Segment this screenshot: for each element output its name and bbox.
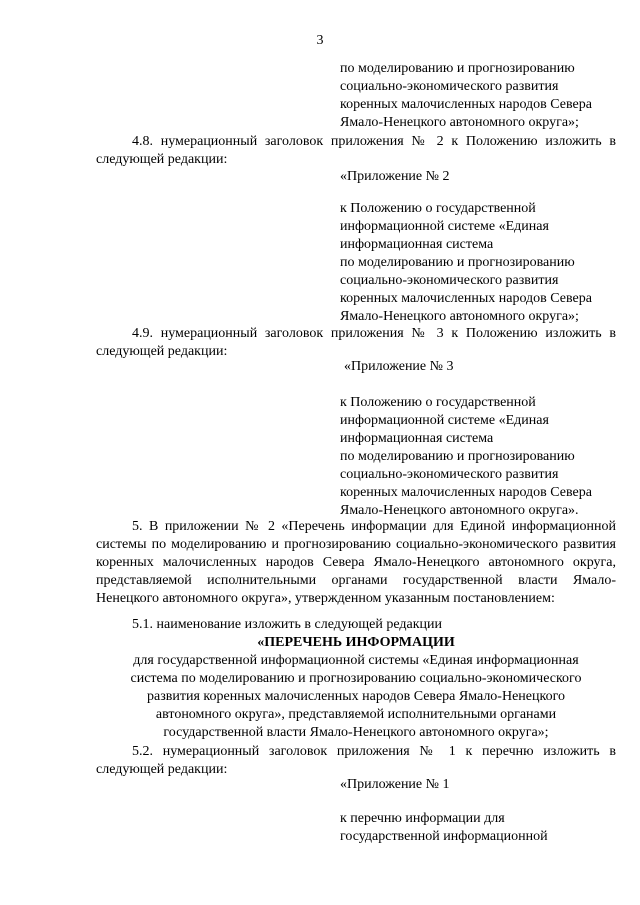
item-4-9: 4.9. нумерационный заголовок приложения № 3 к Положению изложить в следующей редакции: bbox=[96, 326, 616, 359]
text-line: социально-экономического развития bbox=[340, 467, 559, 482]
text-line: информационной системе «Единая bbox=[340, 413, 549, 428]
block-top bbox=[340, 60, 630, 132]
text-line: к Положению о государственной bbox=[340, 395, 536, 410]
text-line: информационной системе «Единая bbox=[340, 219, 549, 234]
item-4-8: 4.8. нумерационный заголовок приложения № 2 к Положению изложить в следующей редакции: bbox=[96, 134, 616, 167]
text-line: автономного округа», представляемой исполнительными органами bbox=[155, 707, 557, 722]
text-line: к Положению о государственной bbox=[340, 201, 536, 216]
text-line: коренных малочисленных народов Севера bbox=[340, 291, 592, 306]
appendix-1-title: «Приложение № 1 bbox=[340, 777, 450, 792]
text-line: по моделированию и прогнозированию bbox=[340, 449, 575, 464]
text-line: информационная система bbox=[340, 431, 494, 446]
item-5-1: 5.1. наименование изложить в следующей редакции bbox=[132, 617, 442, 632]
item-5: 5. В приложении № 2 «Перечень информации для Единой информационной системы по моделированию и прогнозированию социально-экономического развития коренных малочисленных народов Севера Ямало-Ненецкого автономного округа, представляемой исполнительными органами государственной власти Ямало-Ненецкого автономного округа», утвержденном указанным постановлением: bbox=[96, 519, 616, 606]
text-line: для государственной информационной системы «Единая информационная bbox=[133, 653, 579, 668]
text-line: государственной власти Ямало-Ненецкого автономного округа»; bbox=[163, 725, 549, 740]
text-line: по моделированию и прогнозированию bbox=[340, 61, 575, 76]
text-line: коренных малочисленных народов Севера bbox=[340, 485, 592, 500]
text-line: к перечню информации для bbox=[340, 811, 505, 826]
page-number: 3 bbox=[316, 33, 324, 48]
text-line: информационная система bbox=[340, 237, 494, 252]
text-line: Ямало-Ненецкого автономного округа». bbox=[340, 503, 579, 518]
block-appendix-1 bbox=[340, 810, 630, 846]
heading-title: «ПЕРЕЧЕНЬ ИНФОРМАЦИИ bbox=[257, 635, 455, 650]
text-line: социально-экономического развития bbox=[340, 79, 559, 94]
heading-subtitle bbox=[96, 652, 616, 742]
text-line: по моделированию и прогнозированию bbox=[340, 255, 575, 270]
text-line: коренных малочисленных народов Севера bbox=[340, 97, 592, 112]
block-appendix-3 bbox=[340, 394, 630, 520]
text-line: развития коренных малочисленных народов Севера Ямало-Ненецкого bbox=[147, 689, 565, 704]
text-line: система по моделированию и прогнозированию социально-экономического bbox=[130, 671, 582, 686]
text-line: государственной информационной bbox=[340, 829, 548, 844]
text-line: Ямало-Ненецкого автономного округа»; bbox=[340, 115, 579, 130]
block-appendix-2 bbox=[340, 200, 630, 326]
appendix-2-title: «Приложение № 2 bbox=[340, 169, 450, 184]
text-line: Ямало-Ненецкого автономного округа»; bbox=[340, 309, 579, 324]
text-line: социально-экономического развития bbox=[340, 273, 559, 288]
item-5-2: 5.2. нумерационный заголовок приложения № 1 к перечню изложить в следующей редакции: bbox=[96, 744, 616, 777]
appendix-3-title: «Приложение № 3 bbox=[344, 359, 454, 374]
